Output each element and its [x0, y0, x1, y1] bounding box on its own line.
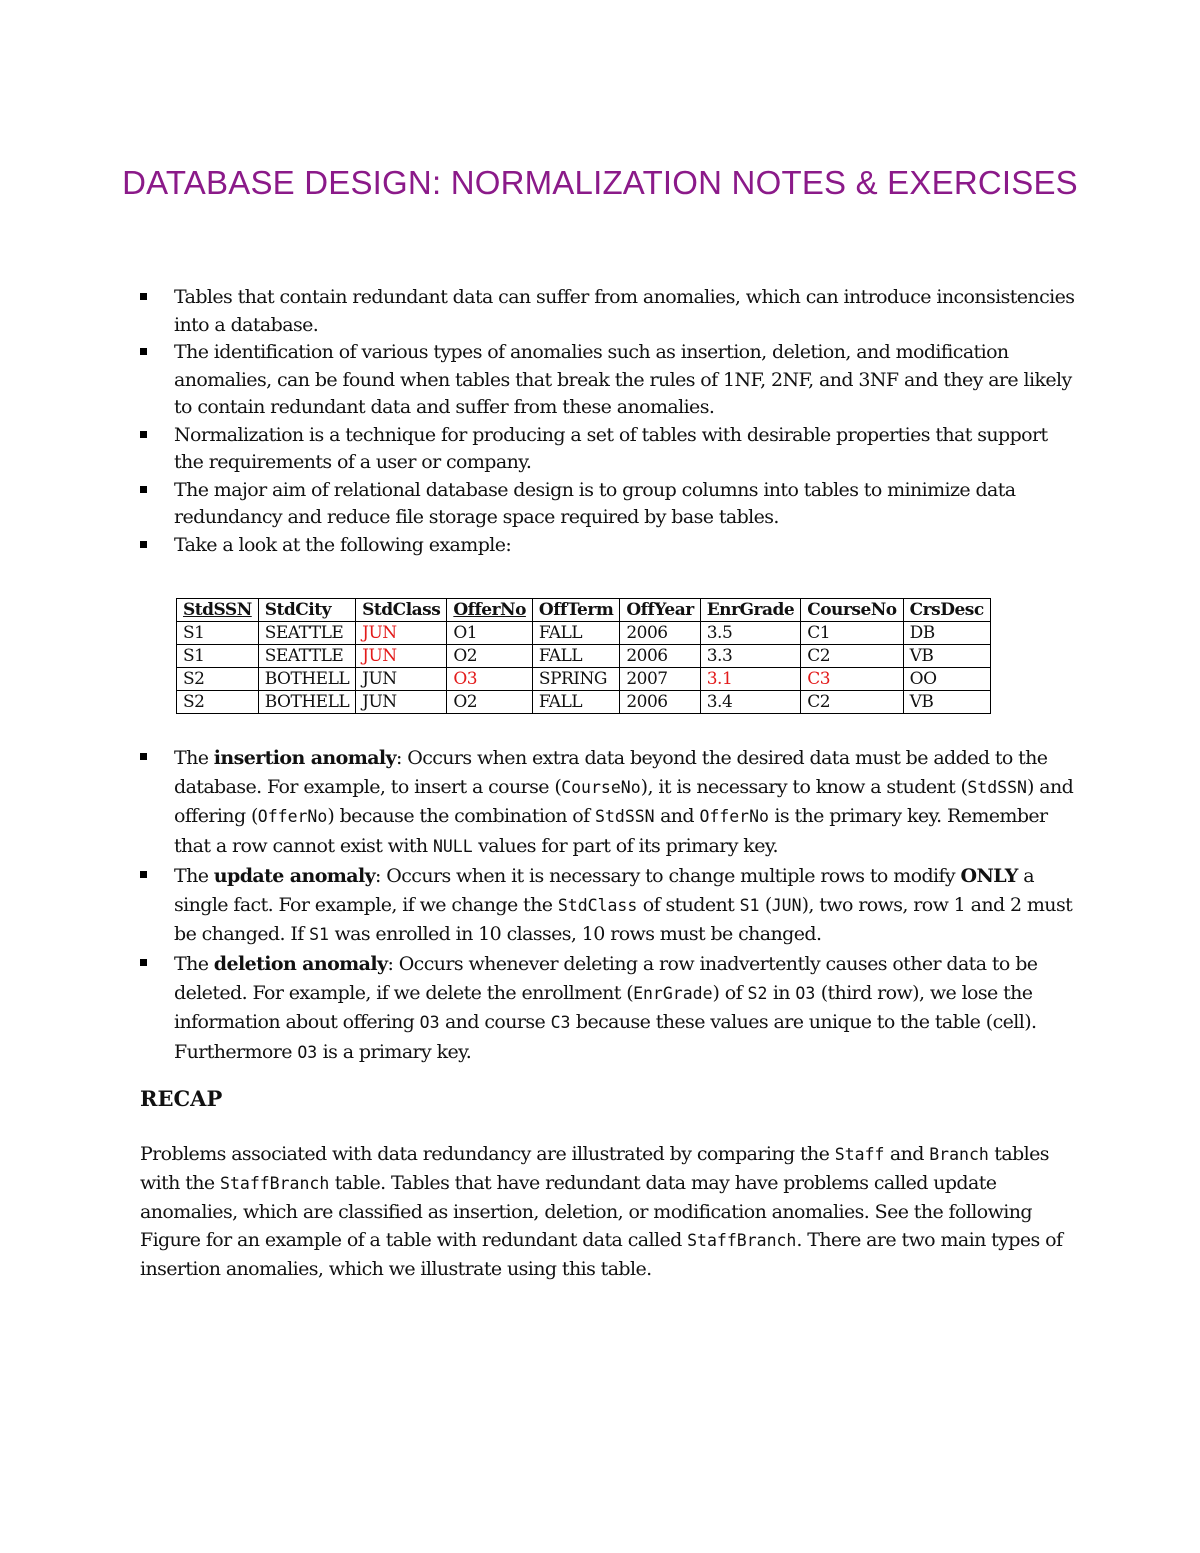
table-cell: 3.4 [700, 691, 800, 714]
text-run: ) and offering ( [174, 775, 1074, 828]
text-run: ) because the combination of [327, 805, 596, 828]
text-run: of student [637, 893, 740, 916]
intro-bullet-list [140, 284, 1080, 559]
text-run: because these values are unique to the table (cell). Furthermore [174, 1011, 1037, 1064]
table-cell: C2 [801, 645, 903, 668]
table-cell-highlighted: JUN [356, 645, 447, 668]
code-term: StaffBranch [687, 1231, 797, 1250]
term: deletion anomaly [213, 952, 388, 975]
table-cell: VB [903, 645, 990, 668]
text-run: and [884, 1143, 930, 1165]
text-run: : Occurs when it is necessary to change multiple rows to modify [375, 864, 961, 887]
table-cell: 2006 [620, 691, 700, 714]
table-header-row [177, 599, 991, 622]
column-header: OffTerm [532, 599, 619, 622]
table-cell: SEATTLE [258, 645, 355, 668]
code-term: OfferNo [699, 807, 769, 827]
emphasis: ONLY [960, 864, 1018, 887]
text-run: tables with the [140, 1143, 1049, 1194]
table-cell: 2006 [620, 645, 700, 668]
column-header: OfferNo [447, 599, 533, 622]
bullet-icon [140, 871, 147, 878]
code-term: StdSSN [595, 807, 655, 827]
code-term: S1 [309, 925, 329, 945]
code-term: O3 [419, 1013, 440, 1033]
enrollment-table [176, 598, 991, 714]
text-run: : Occurs whenever deleting a row inadvertently causes other data to be deleted. For example, if we delete the enrollment ( [174, 952, 1038, 1004]
table-row [177, 691, 991, 714]
code-term: StdClass [557, 895, 638, 915]
update-anomaly-item [140, 862, 1080, 950]
text-run: The [174, 747, 214, 769]
text-run: values for part of its primary key. [472, 835, 778, 858]
bullet-icon [140, 486, 147, 493]
table-cell: C1 [801, 622, 903, 645]
table-cell: VB [903, 691, 990, 714]
list-item [140, 339, 1080, 422]
code-term: OfferNo [257, 807, 328, 827]
table-cell: S2 [177, 691, 259, 714]
recap-paragraph [140, 1140, 1070, 1283]
table-cell: 3.3 [700, 645, 800, 668]
deletion-anomaly-item [140, 950, 1080, 1068]
list-item [140, 284, 1080, 339]
table-cell-highlighted: 3.1 [700, 668, 800, 691]
text-run: was enrolled in 10 classes, 10 rows must be changed. [329, 923, 822, 946]
text-run: table. Tables that have redundant data may have problems called update anomalies, which are classified as insertion, deletion, or modification anomalies. See the following Figure for an example of a table with redundant data called [140, 1172, 1032, 1251]
bullet-icon [140, 431, 147, 438]
table-cell-highlighted: O3 [447, 668, 533, 691]
column-header: StdSSN [177, 599, 259, 622]
text-run: and [654, 805, 700, 828]
code-term: EnrGrade [633, 983, 713, 1003]
list-item [140, 422, 1080, 477]
bullet-text: The major aim of relational database design is to group columns into tables to minimize data redundancy and reduce file storage space required by base tables. [174, 478, 1016, 528]
column-header: OffYear [620, 599, 700, 622]
table-cell: JUN [356, 691, 447, 714]
recap-heading: RECAP [140, 1086, 223, 1111]
text-run: The [174, 952, 214, 975]
code-term: Branch [929, 1145, 989, 1164]
code-term: StaffBranch [220, 1174, 330, 1193]
text-run: The [174, 864, 214, 887]
anomaly-bullet-list [140, 744, 1080, 1068]
text-run: (third row), we lose the information about offering [174, 981, 1033, 1034]
bullet-icon [140, 959, 147, 966]
text-run: a single fact. For example, if we change the [174, 864, 1034, 916]
text-run: in [767, 981, 796, 1004]
text-run: . There are two main types of insertion anomalies, which we illustrate using this table. [140, 1229, 1063, 1280]
table-row [177, 622, 991, 645]
list-item [140, 477, 1080, 532]
column-header: EnrGrade [700, 599, 800, 622]
text-run: is a primary key. [317, 1041, 472, 1064]
table-cell: OO [903, 668, 990, 691]
column-header: CourseNo [801, 599, 903, 622]
table-cell: DB [903, 622, 990, 645]
bullet-icon [140, 541, 147, 548]
table-cell: SPRING [532, 668, 619, 691]
table-cell: BOTHELL [258, 668, 355, 691]
table-cell: S1 [177, 645, 259, 668]
table-cell: JUN [356, 668, 447, 691]
text-run: ), two rows, row 1 and 2 must be changed. If [174, 893, 1073, 946]
code-term: C3 [550, 1013, 571, 1033]
text-run: ) of [712, 981, 748, 1004]
table-cell: FALL [532, 622, 619, 645]
bullet-text: Normalization is a technique for producing a set of tables with desirable properties that support the requirements of a user or company. [174, 423, 1048, 473]
insertion-anomaly-item [140, 744, 1080, 862]
bullet-icon [140, 293, 147, 300]
table-cell: FALL [532, 645, 619, 668]
table-cell: C2 [801, 691, 903, 714]
code-term: O3 [297, 1043, 318, 1063]
table-cell: SEATTLE [258, 622, 355, 645]
bullet-text: Tables that contain redundant data can suffer from anomalies, which can introduce inconsistencies into a database. [174, 286, 1075, 336]
table-cell: O2 [447, 691, 533, 714]
table-cell: S2 [177, 668, 259, 691]
code-term: StdSSN [967, 777, 1027, 797]
table-cell: FALL [532, 691, 619, 714]
code-term: S2 [747, 983, 768, 1003]
page-title: DATABASE DESIGN: NORMALIZATION NOTES & EXERCISES [122, 164, 1078, 201]
text-run: Problems associated with data redundancy are illustrated by comparing the [140, 1143, 835, 1165]
table-cell-highlighted: JUN [356, 622, 447, 645]
table-cell: S1 [177, 622, 259, 645]
column-header: CrsDesc [903, 599, 990, 622]
column-header: StdClass [356, 599, 447, 622]
code-term: Staff [834, 1145, 885, 1164]
table-cell: O2 [447, 645, 533, 668]
table-cell: BOTHELL [258, 691, 355, 714]
code-term: S1 [739, 895, 760, 915]
code-term: CourseNo [561, 777, 641, 797]
table-cell: 2007 [620, 668, 700, 691]
text-run: : Occurs when extra data beyond the desired data must be added to the database. For example, to insert a course ( [174, 747, 1048, 798]
list-item [140, 532, 1080, 560]
code-term: NULL [432, 837, 473, 857]
bullet-text: Take a look at the following example: [174, 533, 512, 556]
term: update anomaly [213, 864, 376, 887]
column-header: StdCity [258, 599, 355, 622]
text-run: ), it is necessary to know a student ( [640, 775, 968, 798]
table-cell-highlighted: C3 [801, 668, 903, 691]
code-term: O3 [795, 983, 816, 1003]
text-run: ( [759, 893, 772, 916]
bullet-icon [140, 348, 147, 355]
table-cell: O1 [447, 622, 533, 645]
term: insertion anomaly [213, 747, 396, 769]
bullet-text: The identification of various types of anomalies such as insertion, deletion, and modification anomalies, can be found when tables that break the rules of 1NF, 2NF, and 3NF and they are likely to contain redundant data and suffer from these anomalies. [174, 341, 1072, 418]
bullet-icon [140, 753, 147, 760]
table-cell: 3.5 [700, 622, 800, 645]
table-row [177, 668, 991, 691]
code-term: JUN [771, 895, 802, 915]
table-row [177, 645, 991, 668]
text-run: and course [439, 1011, 551, 1034]
table-cell: 2006 [620, 622, 700, 645]
text-run: is the primary key. Remember that a row cannot exist with [174, 805, 1048, 858]
